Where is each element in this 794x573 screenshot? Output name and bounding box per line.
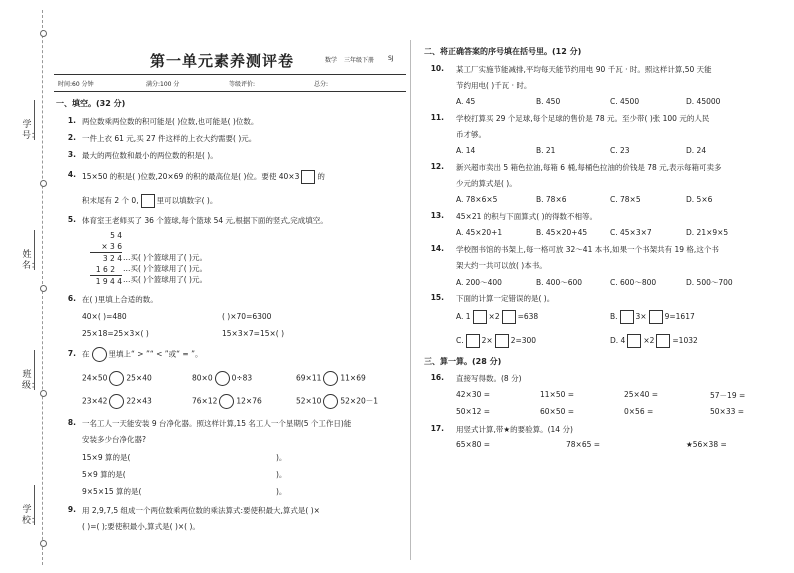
question-5: 体育室王老师买了 36 个篮球,每个篮球 54 元,根据下面的竖式,完成填空。 (82, 216, 328, 225)
question-number: 16. (430, 373, 444, 382)
q12-option-d[interactable]: D. 5×6 (686, 195, 713, 204)
oral-calc[interactable]: 60×50 = (540, 407, 575, 416)
calc-row-1-fill[interactable]: …买( )个篮球用了( )元。 (123, 253, 207, 262)
question-8-line2: 安装多少台净化器? (82, 435, 146, 444)
grade: 三年级下册 (344, 57, 375, 64)
q13-option-d[interactable]: D. 21×9×5 (686, 228, 729, 237)
question-4-text: 15×50 的积是( )位数,20×69 的积的最高位是( )位。要使 40×3 (82, 172, 300, 181)
q8-blank-c[interactable]: 9×5×15 算的是( (82, 487, 142, 496)
student-id-line[interactable] (34, 100, 35, 140)
oral-calc[interactable]: 57－19 = (710, 391, 746, 400)
compare-item[interactable] (192, 394, 262, 409)
blank-box (502, 310, 516, 324)
question-number: 14. (430, 244, 444, 253)
q10-option-c[interactable]: C. 4500 (610, 97, 640, 106)
binding-strip (0, 0, 50, 573)
blank-box (495, 334, 509, 348)
binding-hole (40, 30, 47, 37)
compare-left: 23×42 (82, 396, 108, 406)
compare-right: 25×40 (126, 373, 152, 383)
question-1[interactable]: 两位数乘两位数的积可能是( )位数,也可能是( )位数。 (82, 117, 259, 126)
info-bar (54, 74, 406, 92)
compare-item[interactable] (296, 394, 378, 409)
calc-row-3-fill[interactable]: …买( )个篮球用了( )元。 (123, 275, 207, 284)
calc-row-2-fill[interactable]: …买( )个篮球用了( )元。 (123, 264, 207, 273)
name-line[interactable] (34, 230, 35, 270)
compare-circle[interactable] (323, 394, 338, 409)
q15-option-a[interactable] (456, 310, 538, 324)
blank-box (627, 334, 641, 348)
question-number: 8. (67, 418, 76, 427)
question-number: 4. (67, 170, 76, 179)
question-12-line1: 新兴超市卖出 5 箱色拉油,每箱 6 桶,每桶色拉油的价钱是 78 元,表示每箱可卖多 (456, 163, 722, 172)
blank-box[interactable] (141, 194, 155, 208)
vertical-calc[interactable]: 78×65 = (566, 440, 601, 449)
question-14-line1: 学校图书馆的书架上,每一格可放 32～41 本书,如果一个书架共有 19 格,这个书 (456, 245, 719, 254)
q8-blank-b[interactable]: 5×9 算的是( (82, 470, 126, 479)
q11-option-c[interactable]: C. 23 (610, 146, 630, 155)
q8-blank-a[interactable]: 15×9 算的是( (82, 453, 131, 462)
question-4-text: 积末尾有 2 个 0, (82, 196, 139, 205)
q11-option-b[interactable]: B. 21 (536, 146, 556, 155)
calc-row: × 3 6 (90, 241, 122, 253)
calc-row: 5 4 (110, 231, 122, 240)
question-number: 9. (67, 505, 76, 514)
section-2-title: 二、将正确答案的序号填在括号里。(12 分) (424, 47, 582, 56)
vertical-calc[interactable]: 65×80 = (456, 440, 491, 449)
name-label: 姓名： (22, 250, 41, 271)
q10-option-d[interactable]: D. 45000 (686, 97, 721, 106)
question-11-line1[interactable]: 学校打算买 29 个足球,每个足球的售价是 78 元。至少带( )张 100 元的人民 (456, 114, 710, 123)
q13-option-b[interactable]: B. 45×20+45 (536, 228, 588, 237)
grade-evaluation[interactable]: 等级评价: (229, 81, 256, 88)
question-17: 用竖式计算,带★的要验算。(14 分) (456, 425, 573, 434)
binding-hole (40, 390, 47, 397)
calc-row: 3 2 4 (102, 254, 122, 263)
question-12-line2[interactable]: 少元的算式是( )。 (456, 179, 517, 188)
question-2[interactable]: 一件上衣 61 元,买 27 件这样的上衣大约需要( )元。 (82, 134, 257, 143)
question-14-line2[interactable]: 架大约一共可以放( )本书。 (456, 261, 547, 270)
question-10-line1: 某工厂实施节能减排,平均每天能节约用电 90 千瓦 · 时。照这样计算,50 天能 (456, 65, 712, 74)
edition: SJ (388, 55, 394, 62)
q12-option-b[interactable]: B. 78×6 (536, 195, 567, 204)
compare-right: 0÷83 (231, 373, 253, 383)
question-number: 12. (430, 162, 444, 171)
q8-blank-b-end: )。 (276, 470, 287, 479)
compare-left: 76×12 (192, 396, 218, 406)
binding-hole (40, 285, 47, 292)
oral-calc[interactable]: 42×30 = (456, 390, 491, 399)
question-7-text: 里填上“ > ”“ < ”或“ = ”。 (108, 349, 203, 359)
oral-calc[interactable]: 0×56 = (624, 407, 654, 416)
q6-item-d[interactable]: 15×3×7=15×( ) (222, 329, 285, 338)
question-number: 15. (430, 293, 444, 302)
circle-icon (92, 347, 107, 362)
compare-circle[interactable] (215, 371, 230, 386)
oral-calc[interactable]: 50×33 = (710, 407, 745, 416)
calc-row: 1 9 4 4 (95, 277, 122, 286)
q13-option-a[interactable]: A. 45×20+1 (456, 228, 503, 237)
option-text: A. 1 (456, 312, 471, 321)
q8-blank-c-end: )。 (276, 487, 287, 496)
subject: 数学 (325, 57, 338, 64)
question-4-text-end: 的 (317, 172, 325, 181)
q11-option-d[interactable]: D. 24 (686, 146, 707, 155)
option-text: =1032 (672, 336, 698, 345)
compare-circle[interactable] (109, 394, 124, 409)
compare-circle[interactable] (109, 371, 124, 386)
q14-option-d[interactable]: D. 500～700 (686, 278, 733, 287)
option-text: 2=300 (510, 336, 537, 345)
option-text: =638 (517, 312, 539, 321)
question-13[interactable]: 45×21 的积与下面算式( )的得数不相等。 (456, 212, 597, 221)
option-text: 2× (481, 336, 493, 345)
page-title: 第一单元素养测评卷 (150, 52, 295, 70)
question-15[interactable]: 下面的计算一定错误的是( )。 (456, 294, 555, 303)
question-7 (82, 347, 202, 362)
compare-right: 12×76 (236, 396, 262, 406)
vertical-calc-verify[interactable]: ★56×38 = (686, 440, 727, 449)
q10-option-a[interactable]: A. 45 (456, 97, 476, 106)
question-number: 17. (430, 424, 444, 433)
q10-option-b[interactable]: B. 450 (536, 97, 561, 106)
question-3[interactable]: 最大的两位数和最小的两位数的积是( )。 (82, 151, 218, 160)
class-line[interactable] (34, 350, 35, 390)
compare-left: 69×11 (296, 373, 322, 383)
section-1-title: 一、填空。(32 分) (56, 99, 126, 108)
question-10-line2[interactable]: 节约用电( )千瓦 · 时。 (456, 81, 532, 90)
option-text: B. (610, 312, 618, 321)
oral-calc[interactable]: 11×50 = (540, 390, 575, 399)
compare-item[interactable] (296, 371, 366, 386)
q15-option-d[interactable] (610, 334, 698, 348)
blank-box (649, 310, 663, 324)
q12-option-a[interactable]: A. 78×6×5 (456, 195, 498, 204)
q12-option-c[interactable]: C. 78×5 (610, 195, 641, 204)
question-9-line2[interactable]: ( )=( );要使积最小,算式是( )×( )。 (82, 522, 200, 531)
total-score[interactable]: 总分: (314, 81, 329, 88)
q14-option-a[interactable]: A. 200～400 (456, 278, 502, 287)
compare-left: 52×10 (296, 396, 322, 406)
option-text: 3× (635, 312, 647, 321)
student-id-label: 学号： (22, 120, 41, 141)
q15-option-c[interactable] (456, 334, 536, 348)
blank-box (473, 310, 487, 324)
full-score: 满分:100 分 (146, 81, 180, 88)
option-text: 9=1617 (664, 312, 695, 321)
q11-option-a[interactable]: A. 14 (456, 146, 476, 155)
option-text: C. (456, 336, 464, 345)
blank-box[interactable] (301, 170, 315, 184)
column-divider (410, 40, 411, 560)
oral-calc[interactable]: 25×40 = (624, 390, 659, 399)
question-8-line1: 一名工人一天能安装 9 台净化器。照这样计算,15 名工人一个星期(5 个工作日)能 (82, 419, 352, 428)
q6-item-b[interactable]: ( )×70=6300 (222, 312, 272, 321)
school-line[interactable] (34, 485, 35, 525)
q6-item-c[interactable]: 25×18=25×3×( ) (82, 329, 149, 338)
calc-row: 1 6 2 (90, 264, 122, 276)
compare-item[interactable] (82, 394, 152, 409)
option-text: ×2 (488, 312, 500, 321)
question-4-line2[interactable] (82, 194, 217, 208)
option-text: D. 4 (610, 336, 626, 345)
compare-right: 22×43 (126, 396, 152, 406)
question-number: 1. (67, 116, 76, 125)
question-number: 13. (430, 211, 444, 220)
binding-hole (40, 540, 47, 547)
section-3-title: 三、算一算。(28 分) (424, 357, 502, 366)
binding-hole (40, 180, 47, 187)
compare-right: 11×69 (340, 373, 366, 383)
compare-item[interactable] (192, 371, 252, 386)
q15-option-b[interactable] (610, 310, 695, 324)
compare-left: 24×50 (82, 373, 108, 383)
question-11-line2: 币才够。 (456, 130, 486, 139)
q13-option-c[interactable]: C. 45×3×7 (610, 228, 652, 237)
question-4-text: 里可以填数字( )。 (156, 196, 218, 205)
question-number: 11. (430, 113, 444, 122)
question-number: 7. (67, 349, 76, 358)
question-6: 在( )里填上合适的数。 (82, 295, 158, 304)
question-number: 3. (67, 150, 76, 159)
compare-circle[interactable] (219, 394, 234, 409)
blank-box (656, 334, 670, 348)
q6-item-a[interactable]: 40×( )=480 (82, 312, 127, 321)
question-number: 10. (430, 64, 444, 73)
q14-option-b[interactable]: B. 400～600 (536, 278, 583, 287)
blank-box (620, 310, 634, 324)
question-16: 直接写得数。(8 分) (456, 374, 522, 383)
question-4[interactable] (82, 170, 325, 184)
question-number: 2. (67, 133, 76, 142)
blank-box (466, 334, 480, 348)
exam-time: 时间:60 分钟 (58, 81, 94, 88)
vertical-multiplication (90, 230, 122, 287)
question-number: 6. (67, 294, 76, 303)
compare-item[interactable] (82, 371, 152, 386)
compare-circle[interactable] (323, 371, 338, 386)
q14-option-c[interactable]: C. 600～800 (610, 278, 657, 287)
school-label: 学校： (22, 505, 41, 526)
q8-blank-a-end: )。 (276, 453, 287, 462)
compare-right: 52×20－1 (340, 396, 379, 406)
compare-left: 80×0 (192, 373, 213, 383)
question-9-line1[interactable]: 用 2,9,7,5 组成一个两位数乘两位数的乘法算式:要使积最大,算式是( )× (82, 506, 320, 515)
class-label: 班级： (22, 370, 41, 391)
oral-calc[interactable]: 50×12 = (456, 407, 491, 416)
option-text: ×2 (643, 336, 655, 345)
question-7-text: 在 (82, 349, 90, 359)
question-number: 5. (67, 215, 76, 224)
